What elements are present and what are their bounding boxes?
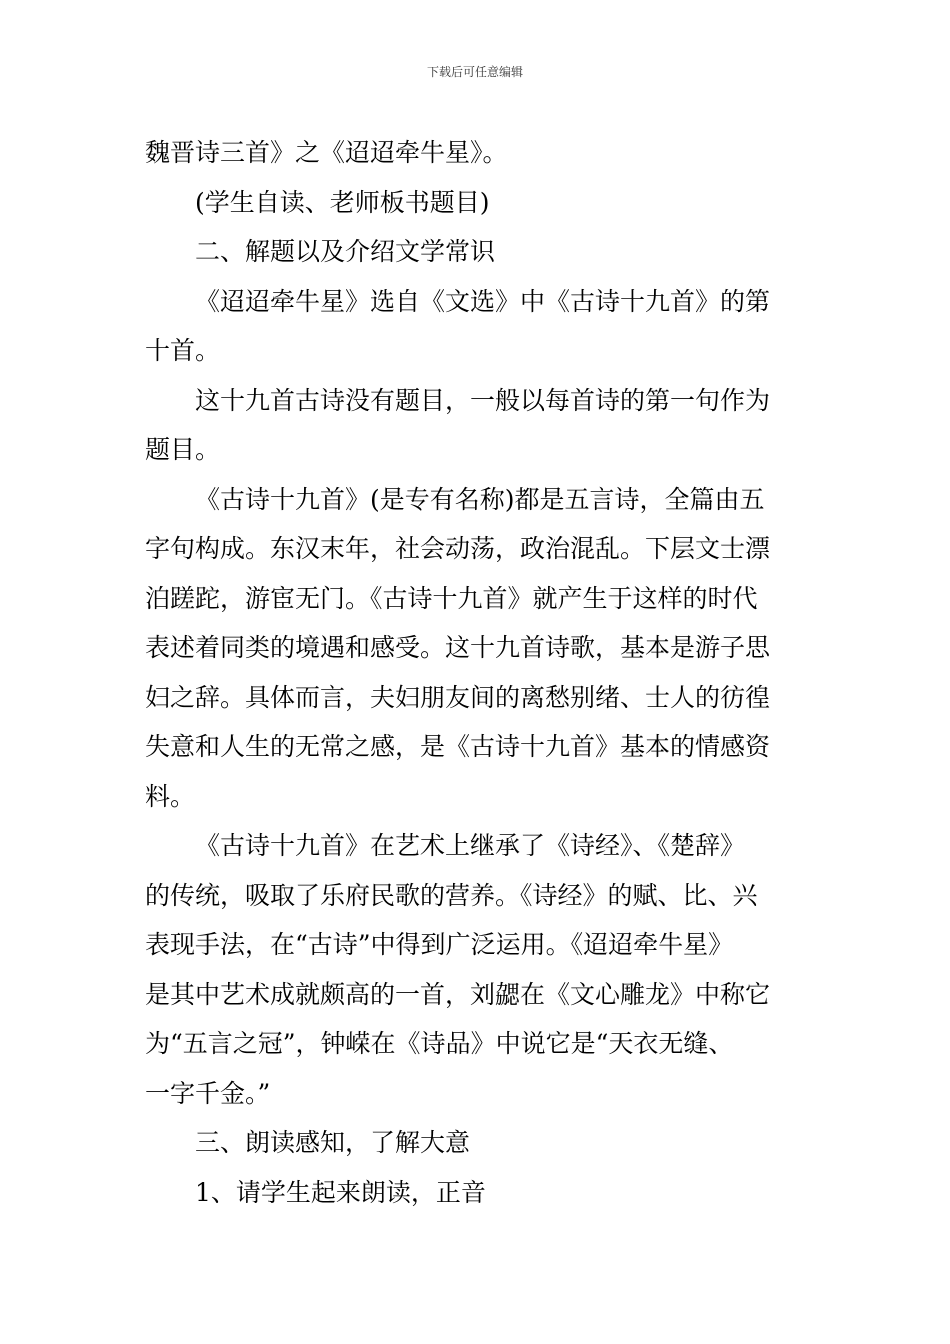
text-line: 是其中艺术成就颇高的一首，刘勰在《文心雕龙》中称它	[145, 979, 771, 1009]
page-header: 下载后可任意编辑	[426, 65, 523, 79]
text-line: 料。	[145, 781, 196, 811]
text-line: 表述着同类的境遇和感受。这十九首诗歌，基本是游子思	[145, 633, 771, 662]
text-line: 泊蹉跎，游宦无门。《古诗十九首》就产生于这样的时代	[145, 583, 758, 613]
section-heading: 三、朗读感知，了解大意	[195, 1128, 471, 1157]
text-line: 的传统，吸取了乐府民歌的营养。《诗经》的赋、比、兴	[145, 880, 758, 910]
text-line: 魏晋诗三首》之《迢迢牵牛星》。	[145, 138, 508, 167]
section-heading: 二、解题以及介绍文学常识	[195, 237, 496, 266]
text-line: 题目。	[145, 435, 221, 464]
text-line: 失意和人生的无常之感，是《古诗十九首》基本的情感资	[145, 732, 771, 761]
text-line: 这十九首古诗没有题目，一般以每首诗的第一句作为	[195, 385, 771, 415]
text-line: 为“五言之冠”，钟嵘在《诗品》中说它是“天衣无缝、	[145, 1029, 734, 1058]
text-line: 十首。	[145, 336, 221, 365]
text-line: (学生自读、老师板书题目)	[195, 187, 490, 217]
text-line: 《古诗十九首》在艺术上继承了《诗经》、《楚辞》	[195, 831, 746, 860]
document-body	[145, 128, 810, 1217]
text-line: 妇之辞。具体而言，夫妇朋友间的离愁别绪、士人的彷徨	[145, 682, 771, 712]
text-line: 1、请学生起来朗读，正音	[195, 1177, 486, 1207]
text-line: 一字千金。”	[145, 1078, 271, 1108]
text-line: 《迢迢牵牛星》选自《文选》中《古诗十九首》的第	[195, 286, 771, 316]
text-line: 《古诗十九首》(是专有名称)都是五言诗，全篇由五	[195, 484, 765, 514]
text-line: 字句构成。东汉末年，社会动荡，政治混乱。下层文士漂	[145, 534, 771, 563]
text-line: 表现手法，在“古诗”中得到广泛运用。《迢迢牵牛星》	[145, 930, 734, 959]
